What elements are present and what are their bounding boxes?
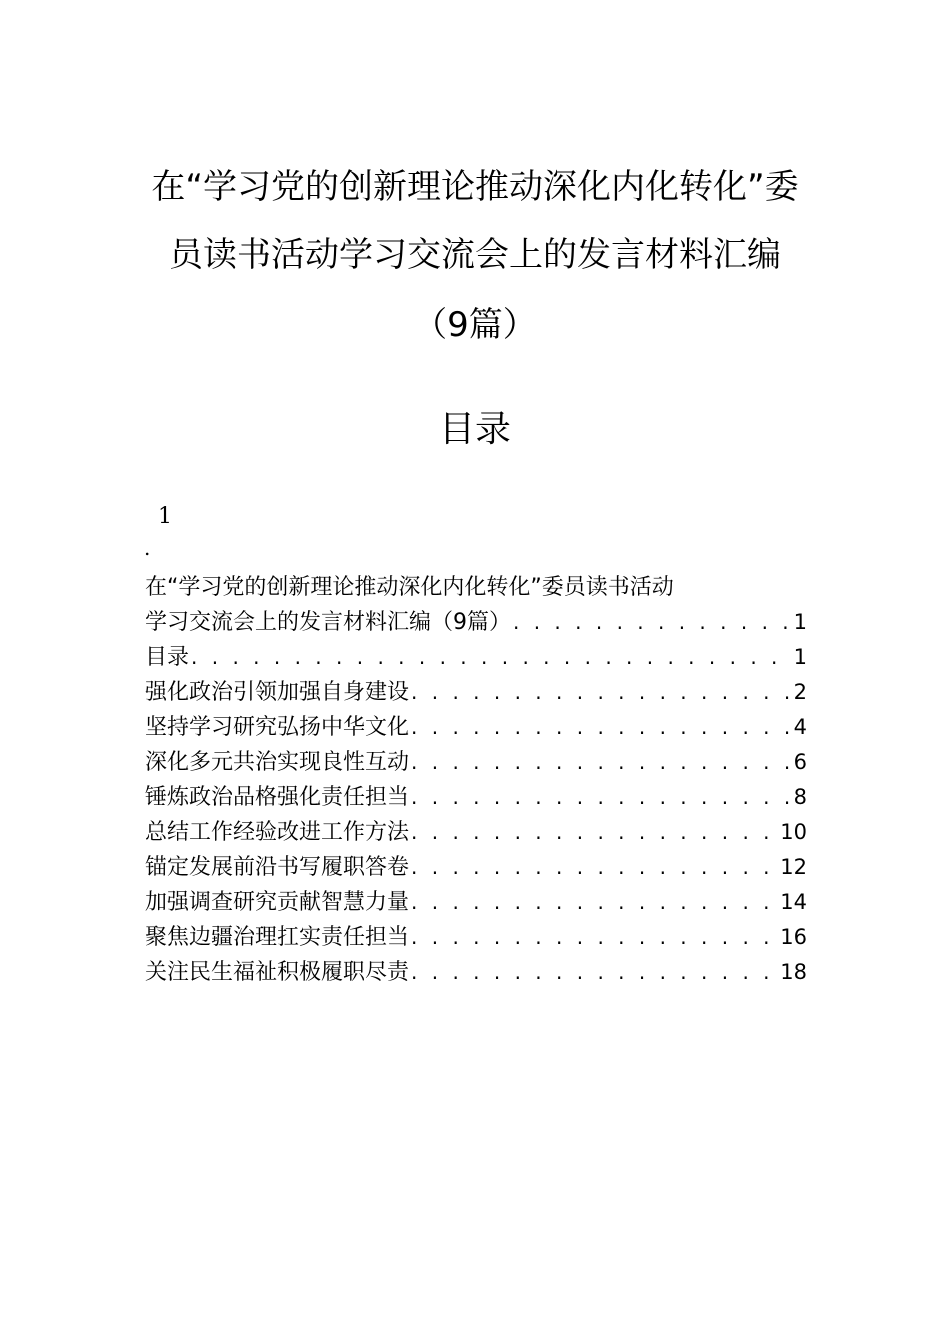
toc-entry[interactable] — [145, 815, 807, 850]
toc-dot-leader — [411, 885, 778, 920]
toc-entry-page: 1 — [793, 610, 807, 634]
toc-heading: 目录 — [438, 409, 511, 450]
toc-entry-page: 2 — [793, 680, 807, 704]
toc-dot-leader — [411, 675, 792, 710]
toc-dot-leader — [411, 710, 792, 745]
toc-entry[interactable] — [145, 605, 807, 640]
toc-entry-page: 14 — [780, 890, 807, 914]
toc-entry-page: 12 — [780, 855, 807, 879]
toc-entry-label: 锚定发展前沿书写履职答卷 — [145, 855, 410, 880]
toc-entry-label: 锤炼政治品格强化责任担当 — [145, 785, 410, 810]
toc-entry[interactable] — [145, 885, 807, 920]
toc-entry-page: 18 — [780, 960, 807, 984]
toc-entry[interactable] — [145, 640, 807, 675]
toc-dot-leader — [411, 745, 792, 780]
toc-entry[interactable] — [145, 710, 807, 745]
toc-entry[interactable] — [145, 745, 807, 780]
toc-entry-label: 深化多元共治实现良性互动 — [145, 750, 410, 775]
list-marker-number: 1 — [158, 504, 172, 529]
toc-entry-label: 总结工作经验改进工作方法 — [145, 820, 410, 845]
toc-dot-leader — [513, 605, 792, 640]
toc-entry-page: 6 — [793, 750, 807, 774]
toc-entry-label: 聚焦边疆治理扛实责任担当 — [145, 925, 410, 950]
toc-dot-leader — [411, 955, 778, 990]
document-title-line-2: 员读书活动学习交流会上的发言材料汇编 — [169, 235, 781, 275]
toc-entry-first-line[interactable]: 在“学习党的创新理论推动深化内化转化”委员读书活动 — [145, 575, 674, 600]
toc-entry[interactable] — [145, 920, 807, 955]
toc-dot-leader — [411, 920, 778, 955]
list-marker-dot: . — [144, 536, 151, 560]
toc-entry-label: 学习交流会上的发言材料汇编（9篇） — [145, 610, 511, 635]
toc-entry-page: 4 — [793, 715, 807, 739]
toc-entry-label: 关注民生福祉积极履职尽责 — [145, 960, 410, 985]
document-title-line-3: （9篇） — [413, 305, 537, 345]
toc-entry-page: 16 — [780, 925, 807, 949]
toc-entry-page: 8 — [793, 785, 807, 809]
document-title-line-1: 在“学习党的创新理论推动深化内化转化”委 — [151, 167, 799, 207]
toc-entry-label: 强化政治引领加强自身建设 — [145, 680, 410, 705]
toc-entry[interactable] — [145, 850, 807, 885]
toc-entry[interactable] — [145, 675, 807, 710]
toc-entry-label: 坚持学习研究弘扬中华文化 — [145, 715, 410, 740]
toc-entry-label: 目录 — [145, 645, 190, 670]
toc-dot-leader — [411, 780, 792, 815]
toc-dot-leader — [191, 640, 792, 675]
toc-entry-label: 加强调查研究贡献智慧力量 — [145, 890, 410, 915]
toc-entry-page: 1 — [793, 645, 807, 669]
toc-entry[interactable] — [145, 780, 807, 815]
toc-entry[interactable] — [145, 955, 807, 990]
toc-dot-leader — [411, 815, 778, 850]
table-of-contents — [145, 570, 807, 990]
toc-dot-leader — [411, 850, 778, 885]
toc-entry-page: 10 — [780, 820, 807, 844]
